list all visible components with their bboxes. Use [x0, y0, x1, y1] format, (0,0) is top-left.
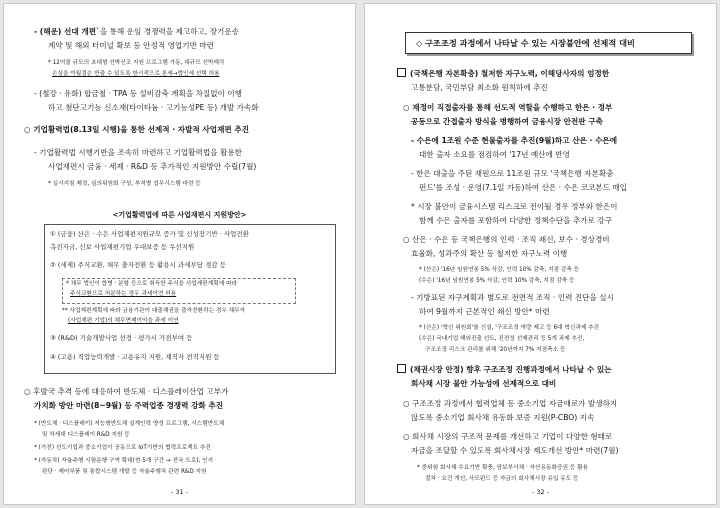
heading-text: (국책은행 자본확충) 철저한 자구노력, 이해당사자의 엄정한 — [410, 69, 610, 78]
bullet-heading: ○ 기업활력법(8.13일 시행)을 통한 선제적 · 자발적 사업재편 추진 — [24, 125, 250, 134]
text-line: ○ 회사채 시장의 구조적 문제를 개선하고 기업이 다양한 형태로 — [403, 432, 613, 441]
text-line: 가치화 방안 마련(8~9월) 등 주력업종 경쟁력 강화 추진 — [34, 401, 224, 410]
text-line — [24, 386, 228, 397]
text-line: ○ 구조조정 과정에서 협력업체 등 중소기업 자금애로가 발생하지 — [403, 399, 618, 408]
footnote-line: * 실시지침 제정, 심의위원회 구성, 부처별 업무시스템 마련 등 — [48, 181, 201, 187]
text-line: 함께 수은 출자를 포함하여 다양한 정책수단을 추가로 강구 — [419, 216, 612, 225]
footnote-line: 손실을 이월결손 반출 수 있도록 한시적으로 론세→법인세 선택 허용 — [52, 71, 220, 77]
box-note: * 채무 법인이 합병 · 분할 등으로 취득한 주식을 사업재편계획에 따라 — [66, 281, 238, 287]
footnote-line: * (산은) '16년 임원연봉 5% 삭감, 인력 10% 감축, 지점 감축 등 — [419, 267, 580, 273]
footnote-line: 판단 · 제어부품 및 통합시스템 개발 등 자율주행차 관련 R&D 지원 — [42, 469, 207, 475]
footnote-line: (수은) 국내기업 해외진출 선도, 진전성 선제관리 등 5개 과제 추진, — [419, 336, 585, 342]
text-line: 펀드'를 조성 · 운영(7.1일 가동)하여 산은 · 수은 코코본드 매입 — [419, 183, 628, 192]
box-note: (사업재편 기업)의 채무면제이익을 과세 이연 — [68, 318, 179, 324]
footnote-line: * (자동차) 자율주행 시험운행 구역 확대(현 5개 구간 → 전국 도로), 인지 · — [34, 458, 217, 464]
text-fragment: ○ 후발국 추격 등에 대응하여 반도체 · 디스플레이산업 고부가 — [24, 387, 229, 396]
text-line: - (해운) 선대 개편`을 통해 운임 경쟁력을 제고하고, 장기운송 — [34, 27, 240, 36]
box-note: 주식교환으로 처분하는 경우 과세이연 허용 — [70, 291, 177, 297]
footnote-line: * 중위험 회사채 수요기반 확충, 담보부사채 · 자산유동화증권 등 활용 — [417, 465, 589, 471]
checkbox-square-icon — [397, 364, 406, 373]
text-line: ○ 재정이 직접출자를 통해 선도적 역할을 수행하고 한은 · 정부 — [403, 103, 613, 112]
text-fragment: 을 통해 운임 경쟁력을 제고하고, 장기운송 — [99, 27, 240, 36]
text-line: - 한은 대출을 주된 재원으로 11조원 규모 '국책은행 자본확충 — [411, 169, 614, 178]
box-line: ③ (R&D) 기술개발사업 선정 · 평가시 가점부여 등 — [50, 334, 193, 342]
footnote-line: * 12억불 규모의 초대형 선박신조 지원 프로그램 가동, 대규모 선박매각 — [48, 60, 225, 66]
text-line: 사업재편시 금융 · 세제 · R&D 등 추가적인 지원방안 수립(7월) — [48, 162, 257, 171]
footnote-line: (수은) '16년 임원연봉 5% 삭감, 인력 10% 감축, 지점 감축 등 — [419, 278, 575, 284]
footnote-line: * (가전) 선도기업과 중소기업이 공동으로 IoT기반의 협력프로젝트 추진 — [34, 445, 211, 451]
text-line: 효율화, 성과주의 확산 등 철저한 자구노력 이행 — [411, 249, 568, 258]
text-line: - 수은에 1조원 수준 현물출자를 추진(9월)하고 산은 · 수은에 — [411, 136, 618, 145]
box-note: ** 사업재편계획에 따라 금융기관이 대출채권을 출자전환하는 경우 채무자 — [62, 308, 246, 314]
heading-text: (채권시장 안정) 향후 구조조정 진행과정에서 나타날 수 있는 — [410, 365, 612, 374]
document-page-right — [365, 4, 716, 504]
section-title: ◇ 구조조정 과정에서 나타날 수 있는 시장불안에 선제적 대비 — [405, 32, 692, 54]
text-line: 하여 9월까지 근본적인 쇄신 방안* 마련 — [419, 307, 550, 316]
text-line: 계약 및 해외 터미널 확보 등 안정적 영업기반 마련 — [48, 41, 215, 50]
footnote-line: * (반도체 · 디스플레이) 저능형반도체 설계인력 양성 프로그램, 시스템반도체 — [34, 421, 225, 427]
section-heading — [397, 68, 609, 79]
footnote-line: * (산은) '혁신 위원회'를 신설, '구조조정 역량 제고 등 6대 혁신과제 추진 — [419, 325, 600, 331]
box-line: ② (세제) 주식교환, 채무 출자전환 등 활용시 과세부담 경감 등 — [50, 261, 226, 269]
text-line: - (철강 · 유화) 합금철 · TPA 등 설비감축 계획을 차질없이 이행 — [34, 89, 243, 98]
text-line: 공동으로 간접출자 방식을 병행하여 금융시장 안전판 구축 — [411, 117, 603, 126]
text-line: * 시장 불안이 금융시스템 리스크로 전이될 경우 정부와 한은이 — [411, 202, 618, 211]
page-number: - 31 - — [170, 488, 189, 496]
text-line: 고통분담, 국민부담 최소화 원칙하에 추진 — [411, 83, 548, 92]
footnote-line: 구조조정 리스크 관리를 위해 '20년까지 7% 지점축소 등 — [425, 347, 566, 353]
text-line: ○ 산은 · 수은 등 국책은행의 인력 · 조직 쇄신, 보수 · 경상경비 — [403, 235, 610, 244]
text-line: 자금을 조달할 수 있도록 회사채시장 제도개선 방안* 마련(7월) — [411, 446, 619, 455]
text-line: - 기방표된 자구계획과 별도로 전면적 조직 · 인력 진단을 실시 — [411, 293, 614, 302]
document-page-left — [4, 4, 355, 504]
text-line: - 기업활력법 시행기반을 조속히 마련하고 기업활력법을 활용한 — [34, 148, 242, 157]
footnote-line: 및 차세대 디스플레이 R&D 지원 등 — [42, 432, 130, 438]
box-line: ① (금융) 산은 · 수은 사업재편지원규모 증가 및 신성장기반 · 사업전환 — [50, 230, 249, 238]
box-title: <기업활력법에 따른 사업재편시 지원방안> — [112, 211, 247, 219]
text-line: 않도록 중소기업 회사채 유동화 보증 지원(P-CBO) 지속 — [411, 413, 595, 422]
section-heading — [397, 364, 612, 375]
text-line: 대한 출자 소요를 점검하여 '17년 예산에 반영 — [419, 150, 570, 159]
checkbox-square-icon — [397, 68, 406, 77]
page-number: - 32 - — [531, 488, 550, 496]
text-line: 하고 첨단고기능 신소재(타이타늄 · 고기능성PE 등) 개발 가속화 — [48, 103, 259, 112]
box-line: 촉진자금, 신보 사업재편기업 우대보증 등 우선지원 — [50, 243, 195, 251]
box-line: ④ (고용) 직업능력개발 · 고용유지 지원, 재직자 전직지원 등 — [50, 353, 220, 361]
footnote-line: 절차 · 요건 개선, 사모펀드 등 자금의 회사채시장 유입 유도 등 — [425, 476, 579, 482]
text-line: 회사채 시장 불안 가능성에 선제적으로 대비 — [411, 379, 557, 388]
